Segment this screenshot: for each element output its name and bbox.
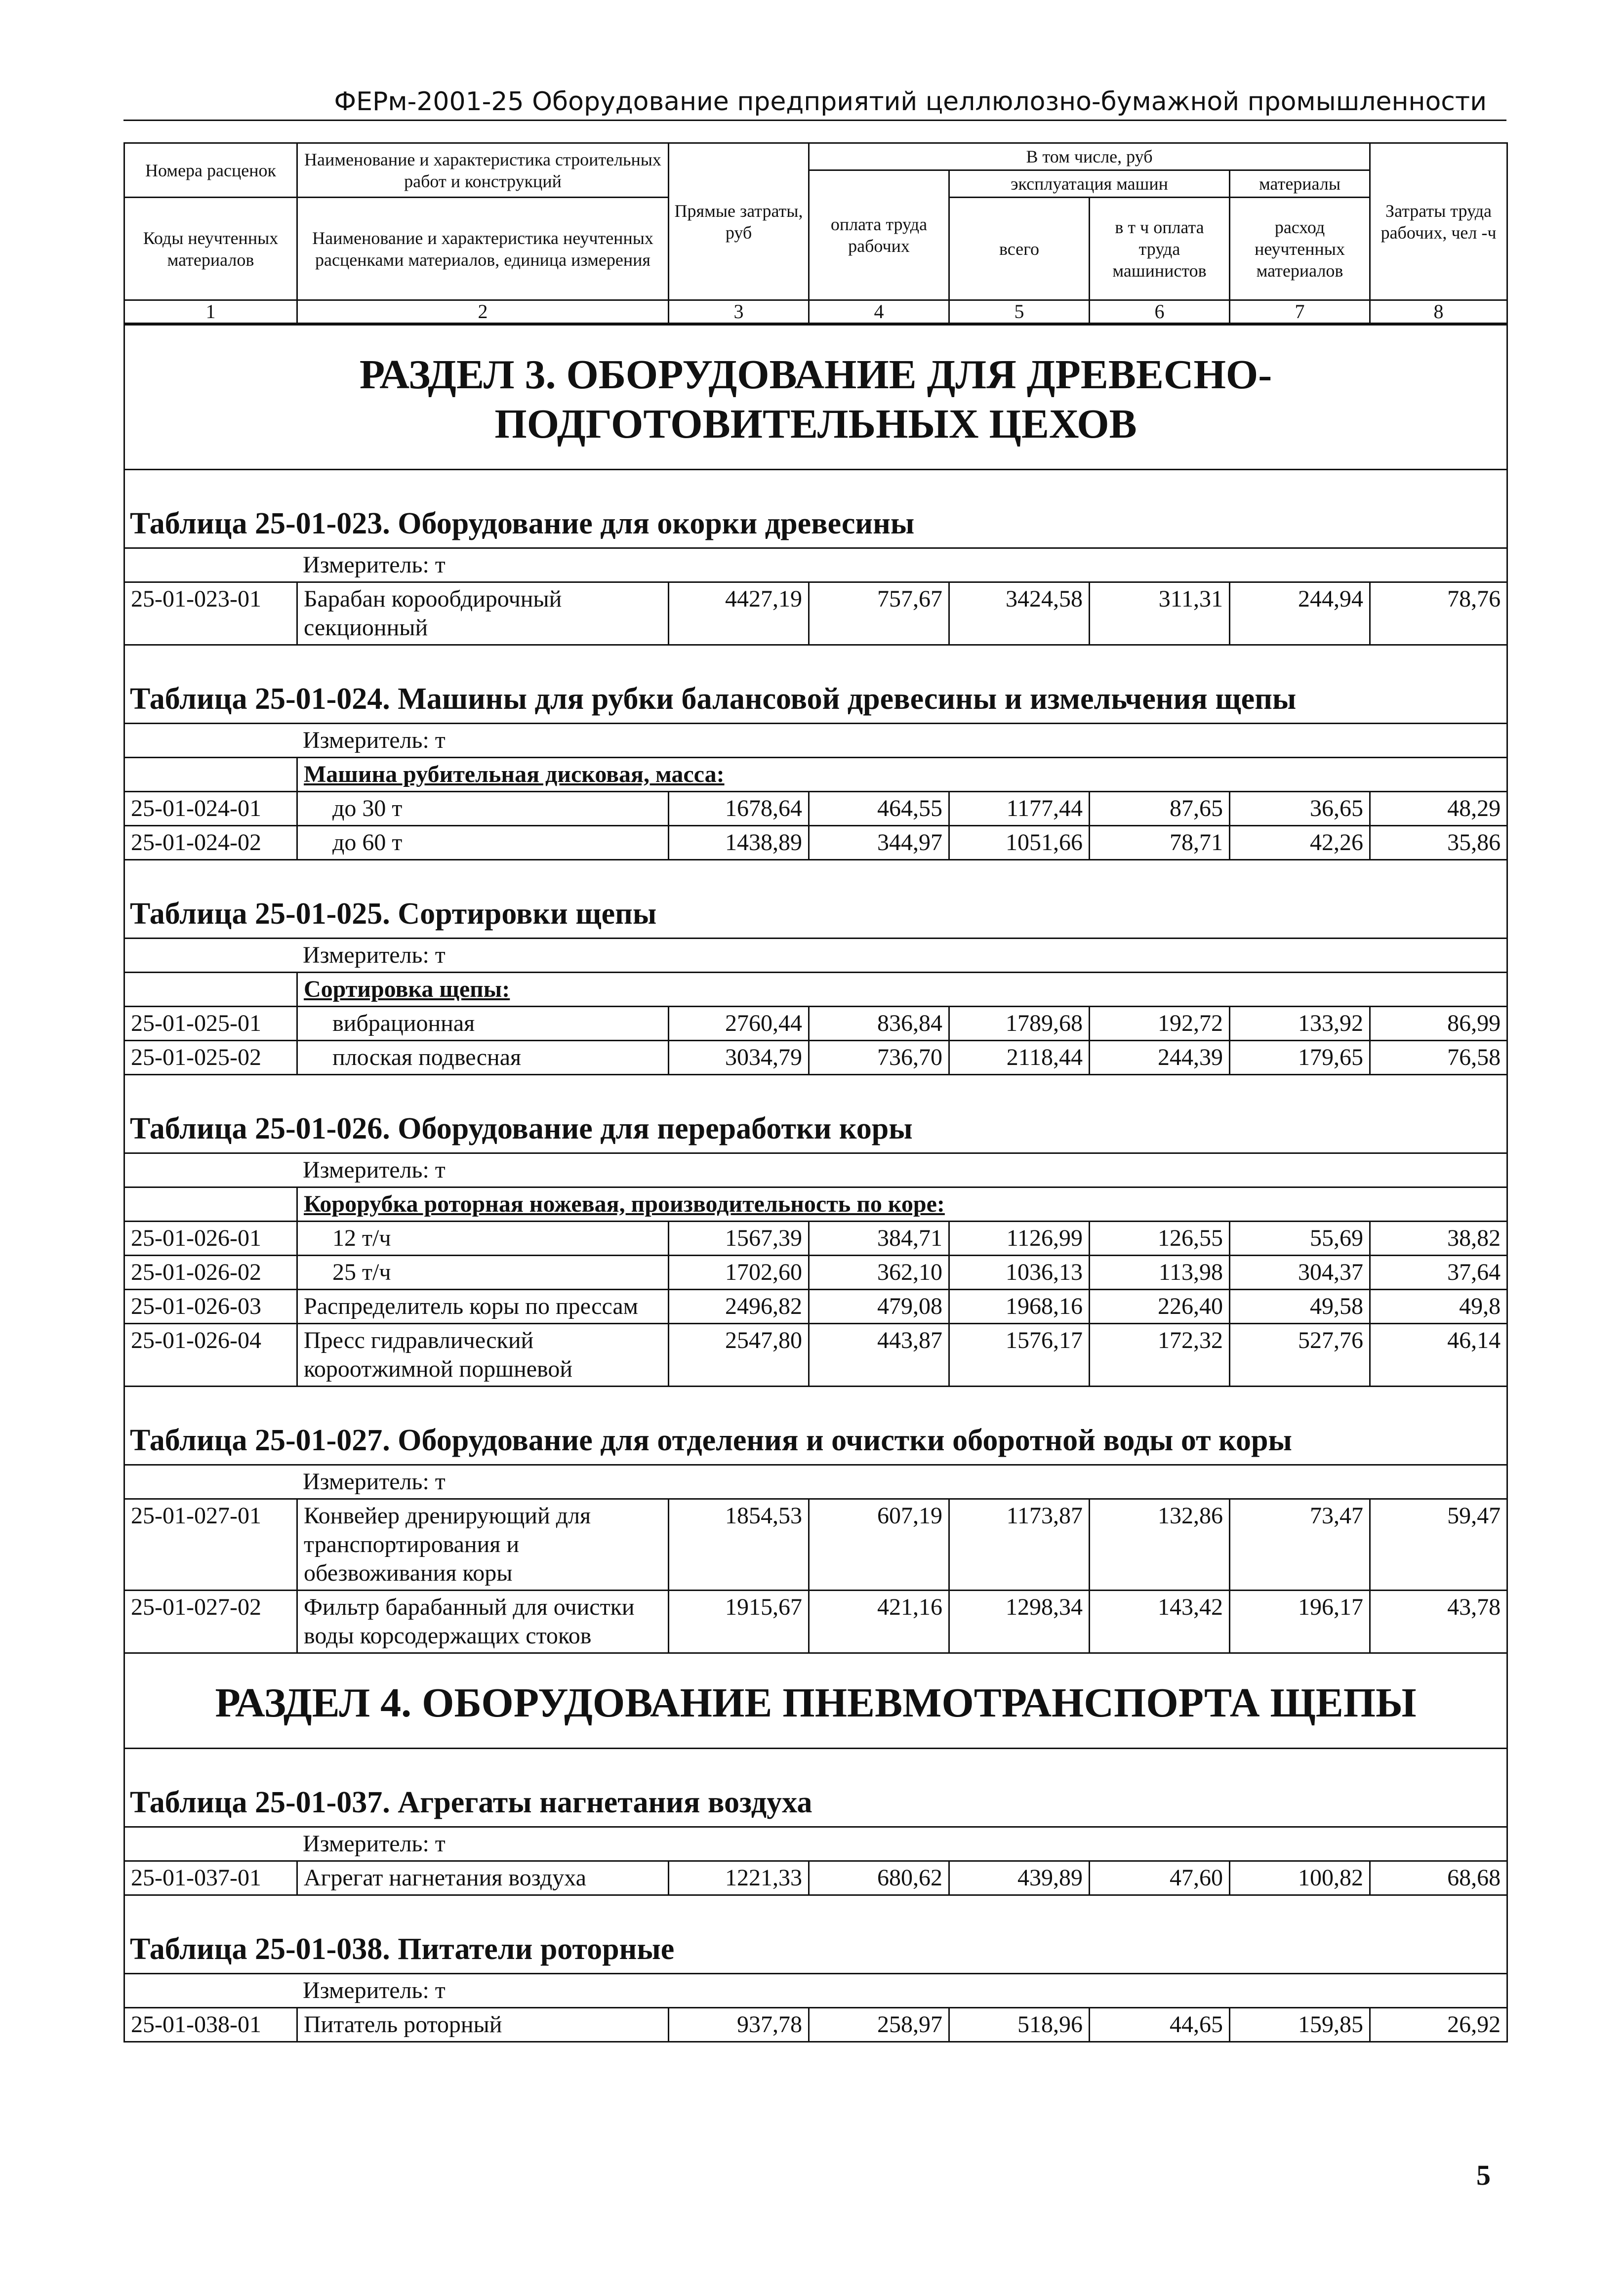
table-row xyxy=(124,1041,1507,1075)
direct-costs: 2760,44 xyxy=(669,1007,809,1041)
section-row xyxy=(124,325,1507,470)
rate-code: 25-01-026-02 xyxy=(124,1256,297,1290)
table-title-row xyxy=(124,1075,1507,1153)
col-rate-numbers: Номера расценок xyxy=(124,143,297,198)
group-heading: Сортировка щепы: xyxy=(297,973,1507,1007)
table-title-row xyxy=(124,1895,1507,1974)
labor-hours: 26,92 xyxy=(1370,2008,1507,2042)
rate-code: 25-01-025-01 xyxy=(124,1007,297,1041)
material-use: 159,85 xyxy=(1230,2008,1370,2042)
labor-hours: 43,78 xyxy=(1370,1591,1507,1653)
unit-row xyxy=(124,1465,1507,1499)
direct-costs: 1702,60 xyxy=(669,1256,809,1290)
unit-row xyxy=(124,1153,1507,1187)
machines-total: 518,96 xyxy=(949,2008,1090,2042)
unit-row xyxy=(124,939,1507,973)
table-row xyxy=(124,2008,1507,2042)
labor-hours: 78,76 xyxy=(1370,582,1507,645)
unit-of-measure: Измеритель: т xyxy=(124,939,1507,973)
worker-pay: 443,87 xyxy=(809,1324,949,1387)
unit-row xyxy=(124,724,1507,758)
material-use: 196,17 xyxy=(1230,1591,1370,1653)
rate-code: 25-01-038-01 xyxy=(124,2008,297,2042)
group-row xyxy=(124,758,1507,792)
machines-total: 1968,16 xyxy=(949,1290,1090,1324)
worker-pay: 479,08 xyxy=(809,1290,949,1324)
rate-name: Пресс гидравлический короотжимной поршневой xyxy=(297,1324,669,1387)
material-use: 527,76 xyxy=(1230,1324,1370,1387)
direct-costs: 1854,53 xyxy=(669,1499,809,1591)
operator-pay: 192,72 xyxy=(1090,1007,1230,1041)
rate-name: 12 т/ч xyxy=(297,1222,669,1256)
operator-pay: 143,42 xyxy=(1090,1591,1230,1653)
worker-pay: 757,67 xyxy=(809,582,949,645)
section-row xyxy=(124,1653,1507,1749)
material-use: 36,65 xyxy=(1230,792,1370,826)
col-worker-pay: оплата труда рабочих xyxy=(809,170,949,300)
rate-code: 25-01-026-03 xyxy=(124,1290,297,1324)
direct-costs: 2496,82 xyxy=(669,1290,809,1324)
rate-code: 25-01-027-02 xyxy=(124,1591,297,1653)
machines-total: 1126,99 xyxy=(949,1222,1090,1256)
col-materials: материалы xyxy=(1230,170,1370,198)
table-row xyxy=(124,1007,1507,1041)
col-material-name: Наименование и характеристика неучтенных расценками материалов, единица измерения xyxy=(297,198,669,300)
labor-hours: 37,64 xyxy=(1370,1256,1507,1290)
operator-pay: 172,32 xyxy=(1090,1324,1230,1387)
rate-name: до 30 т xyxy=(297,792,669,826)
table-row xyxy=(124,1861,1507,1895)
labor-hours: 76,58 xyxy=(1370,1041,1507,1075)
labor-hours: 68,68 xyxy=(1370,1861,1507,1895)
rate-name: Конвейер дренирующий для транспортирования и обезвоживания коры xyxy=(297,1499,669,1591)
direct-costs: 1221,33 xyxy=(669,1861,809,1895)
operator-pay: 78,71 xyxy=(1090,826,1230,860)
group-heading: Машина рубительная дисковая, масса: xyxy=(297,758,1507,792)
direct-costs: 1915,67 xyxy=(669,1591,809,1653)
material-use: 100,82 xyxy=(1230,1861,1370,1895)
operator-pay: 47,60 xyxy=(1090,1861,1230,1895)
material-use: 49,58 xyxy=(1230,1290,1370,1324)
unit-of-measure: Измеритель: т xyxy=(124,548,1507,582)
rate-name: Агрегат нагнетания воздуха xyxy=(297,1861,669,1895)
machines-total: 1576,17 xyxy=(949,1324,1090,1387)
rate-name: плоская подвесная xyxy=(297,1041,669,1075)
unit-of-measure: Измеритель: т xyxy=(124,1465,1507,1499)
rate-name: Фильтр барабанный для очистки воды корсодержащих стоков xyxy=(297,1591,669,1653)
col-direct-costs: Прямые затраты, руб xyxy=(669,143,809,300)
machines-total: 439,89 xyxy=(949,1861,1090,1895)
group-code-blank xyxy=(124,1187,297,1222)
table-row xyxy=(124,582,1507,645)
section-title: РАЗДЕЛ 3. ОБОРУДОВАНИЕ ДЛЯ ДРЕВЕСНО-ПОДГОТОВИТЕЛЬНЫХ ЦЕХОВ xyxy=(124,325,1507,470)
worker-pay: 344,97 xyxy=(809,826,949,860)
running-header xyxy=(123,84,1506,121)
operator-pay: 244,39 xyxy=(1090,1041,1230,1075)
labor-hours: 35,86 xyxy=(1370,826,1507,860)
operator-pay: 132,86 xyxy=(1090,1499,1230,1591)
operator-pay: 113,98 xyxy=(1090,1256,1230,1290)
rate-name: Питатель роторный xyxy=(297,2008,669,2042)
rate-name: вибрационная xyxy=(297,1007,669,1041)
machines-total: 1177,44 xyxy=(949,792,1090,826)
worker-pay: 464,55 xyxy=(809,792,949,826)
material-use: 179,65 xyxy=(1230,1041,1370,1075)
direct-costs: 1678,64 xyxy=(669,792,809,826)
column-header-table xyxy=(123,142,1508,324)
labor-hours: 49,8 xyxy=(1370,1290,1507,1324)
rate-code: 25-01-037-01 xyxy=(124,1861,297,1895)
direct-costs: 4427,19 xyxy=(669,582,809,645)
material-use: 244,94 xyxy=(1230,582,1370,645)
machines-total: 3424,58 xyxy=(949,582,1090,645)
direct-costs: 1438,89 xyxy=(669,826,809,860)
worker-pay: 421,16 xyxy=(809,1591,949,1653)
col-machine-operation: эксплуатация машин xyxy=(949,170,1230,198)
running-title: ФЕРм-2001-25 Оборудование предприятий целлюлозно-бумажной промышленности xyxy=(334,87,1487,117)
section-title: РАЗДЕЛ 4. ОБОРУДОВАНИЕ ПНЕВМОТРАНСПОРТА ЩЕПЫ xyxy=(124,1653,1507,1749)
table-title-row xyxy=(124,1749,1507,1827)
table-row xyxy=(124,1499,1507,1591)
worker-pay: 836,84 xyxy=(809,1007,949,1041)
col-material-codes: Коды неучтенных материалов xyxy=(124,198,297,300)
rate-code: 25-01-024-01 xyxy=(124,792,297,826)
machines-total: 2118,44 xyxy=(949,1041,1090,1075)
labor-hours: 46,14 xyxy=(1370,1324,1507,1387)
table-row xyxy=(124,1324,1507,1387)
table-title-row xyxy=(124,860,1507,939)
rate-code: 25-01-027-01 xyxy=(124,1499,297,1591)
operator-pay: 87,65 xyxy=(1090,792,1230,826)
worker-pay: 680,62 xyxy=(809,1861,949,1895)
operator-pay: 311,31 xyxy=(1090,582,1230,645)
rate-name: 25 т/ч xyxy=(297,1256,669,1290)
machines-total: 1036,13 xyxy=(949,1256,1090,1290)
machines-total: 1173,87 xyxy=(949,1499,1090,1591)
col-operator-pay: в т ч оплата труда машинистов xyxy=(1090,198,1230,300)
rate-sheet xyxy=(123,142,1506,2043)
col-labor-hours: Затраты труда рабочих, чел -ч xyxy=(1370,143,1507,300)
table-title: Таблица 25-01-024. Машины для рубки балансовой древесины и измельчения щепы xyxy=(124,645,1507,724)
col-work-name: Наименование и характеристика строительных работ и конструкций xyxy=(297,143,669,198)
unit-of-measure: Измеритель: т xyxy=(124,1827,1507,1861)
unit-of-measure: Измеритель: т xyxy=(124,1153,1507,1187)
group-row xyxy=(124,1187,1507,1222)
operator-pay: 126,55 xyxy=(1090,1222,1230,1256)
table-row xyxy=(124,1290,1507,1324)
table-title-row xyxy=(124,470,1507,548)
rate-code: 25-01-023-01 xyxy=(124,582,297,645)
table-title: Таблица 25-01-027. Оборудование для отделения и очистки оборотной воды от коры xyxy=(124,1387,1507,1465)
table-row xyxy=(124,1591,1507,1653)
table-row xyxy=(124,792,1507,826)
operator-pay: 226,40 xyxy=(1090,1290,1230,1324)
unit-row xyxy=(124,1827,1507,1861)
labor-hours: 86,99 xyxy=(1370,1007,1507,1041)
rate-code: 25-01-025-02 xyxy=(124,1041,297,1075)
direct-costs: 1567,39 xyxy=(669,1222,809,1256)
worker-pay: 736,70 xyxy=(809,1041,949,1075)
machines-total: 1789,68 xyxy=(949,1007,1090,1041)
table-title: Таблица 25-01-037. Агрегаты нагнетания воздуха xyxy=(124,1749,1507,1827)
material-use: 304,37 xyxy=(1230,1256,1370,1290)
rate-name: Распределитель коры по прессам xyxy=(297,1290,669,1324)
unit-of-measure: Измеритель: т xyxy=(124,724,1507,758)
column-numbers-row: 1 2 3 4 5 6 7 8 xyxy=(124,300,1507,324)
unit-row xyxy=(124,548,1507,582)
operator-pay: 44,65 xyxy=(1090,2008,1230,2042)
group-code-blank xyxy=(124,758,297,792)
group-heading: Корорубка роторная ножевая, производительность по коре: xyxy=(297,1187,1507,1222)
group-code-blank xyxy=(124,973,297,1007)
unit-of-measure: Измеритель: т xyxy=(124,1974,1507,2008)
labor-hours: 59,47 xyxy=(1370,1499,1507,1591)
worker-pay: 607,19 xyxy=(809,1499,949,1591)
material-use: 133,92 xyxy=(1230,1007,1370,1041)
labor-hours: 38,82 xyxy=(1370,1222,1507,1256)
worker-pay: 258,97 xyxy=(809,2008,949,2042)
table-title: Таблица 25-01-038. Питатели роторные xyxy=(124,1895,1507,1974)
table-title: Таблица 25-01-023. Оборудование для окорки древесины xyxy=(124,470,1507,548)
page-number: 5 xyxy=(1476,2159,1491,2191)
table-title-row xyxy=(124,1387,1507,1465)
material-use: 73,47 xyxy=(1230,1499,1370,1591)
col-material-use: расход неучтенных материалов xyxy=(1230,198,1370,300)
direct-costs: 2547,80 xyxy=(669,1324,809,1387)
rates-table xyxy=(123,324,1508,2043)
rate-name: Барабан корообдирочный секционный xyxy=(297,582,669,645)
direct-costs: 937,78 xyxy=(669,2008,809,2042)
direct-costs: 3034,79 xyxy=(669,1041,809,1075)
rate-name: до 60 т xyxy=(297,826,669,860)
worker-pay: 362,10 xyxy=(809,1256,949,1290)
col-including: В том числе, руб xyxy=(809,143,1370,170)
table-row xyxy=(124,826,1507,860)
table-title-row xyxy=(124,645,1507,724)
material-use: 55,69 xyxy=(1230,1222,1370,1256)
material-use: 42,26 xyxy=(1230,826,1370,860)
rate-code: 25-01-026-01 xyxy=(124,1222,297,1256)
rate-code: 25-01-024-02 xyxy=(124,826,297,860)
machines-total: 1298,34 xyxy=(949,1591,1090,1653)
machines-total: 1051,66 xyxy=(949,826,1090,860)
worker-pay: 384,71 xyxy=(809,1222,949,1256)
group-row xyxy=(124,973,1507,1007)
table-row xyxy=(124,1256,1507,1290)
unit-row xyxy=(124,1974,1507,2008)
labor-hours: 48,29 xyxy=(1370,792,1507,826)
table-title: Таблица 25-01-025. Сортировки щепы xyxy=(124,860,1507,939)
col-machines-total: всего xyxy=(949,198,1090,300)
table-row xyxy=(124,1222,1507,1256)
rate-code: 25-01-026-04 xyxy=(124,1324,297,1387)
table-title: Таблица 25-01-026. Оборудование для переработки коры xyxy=(124,1075,1507,1153)
